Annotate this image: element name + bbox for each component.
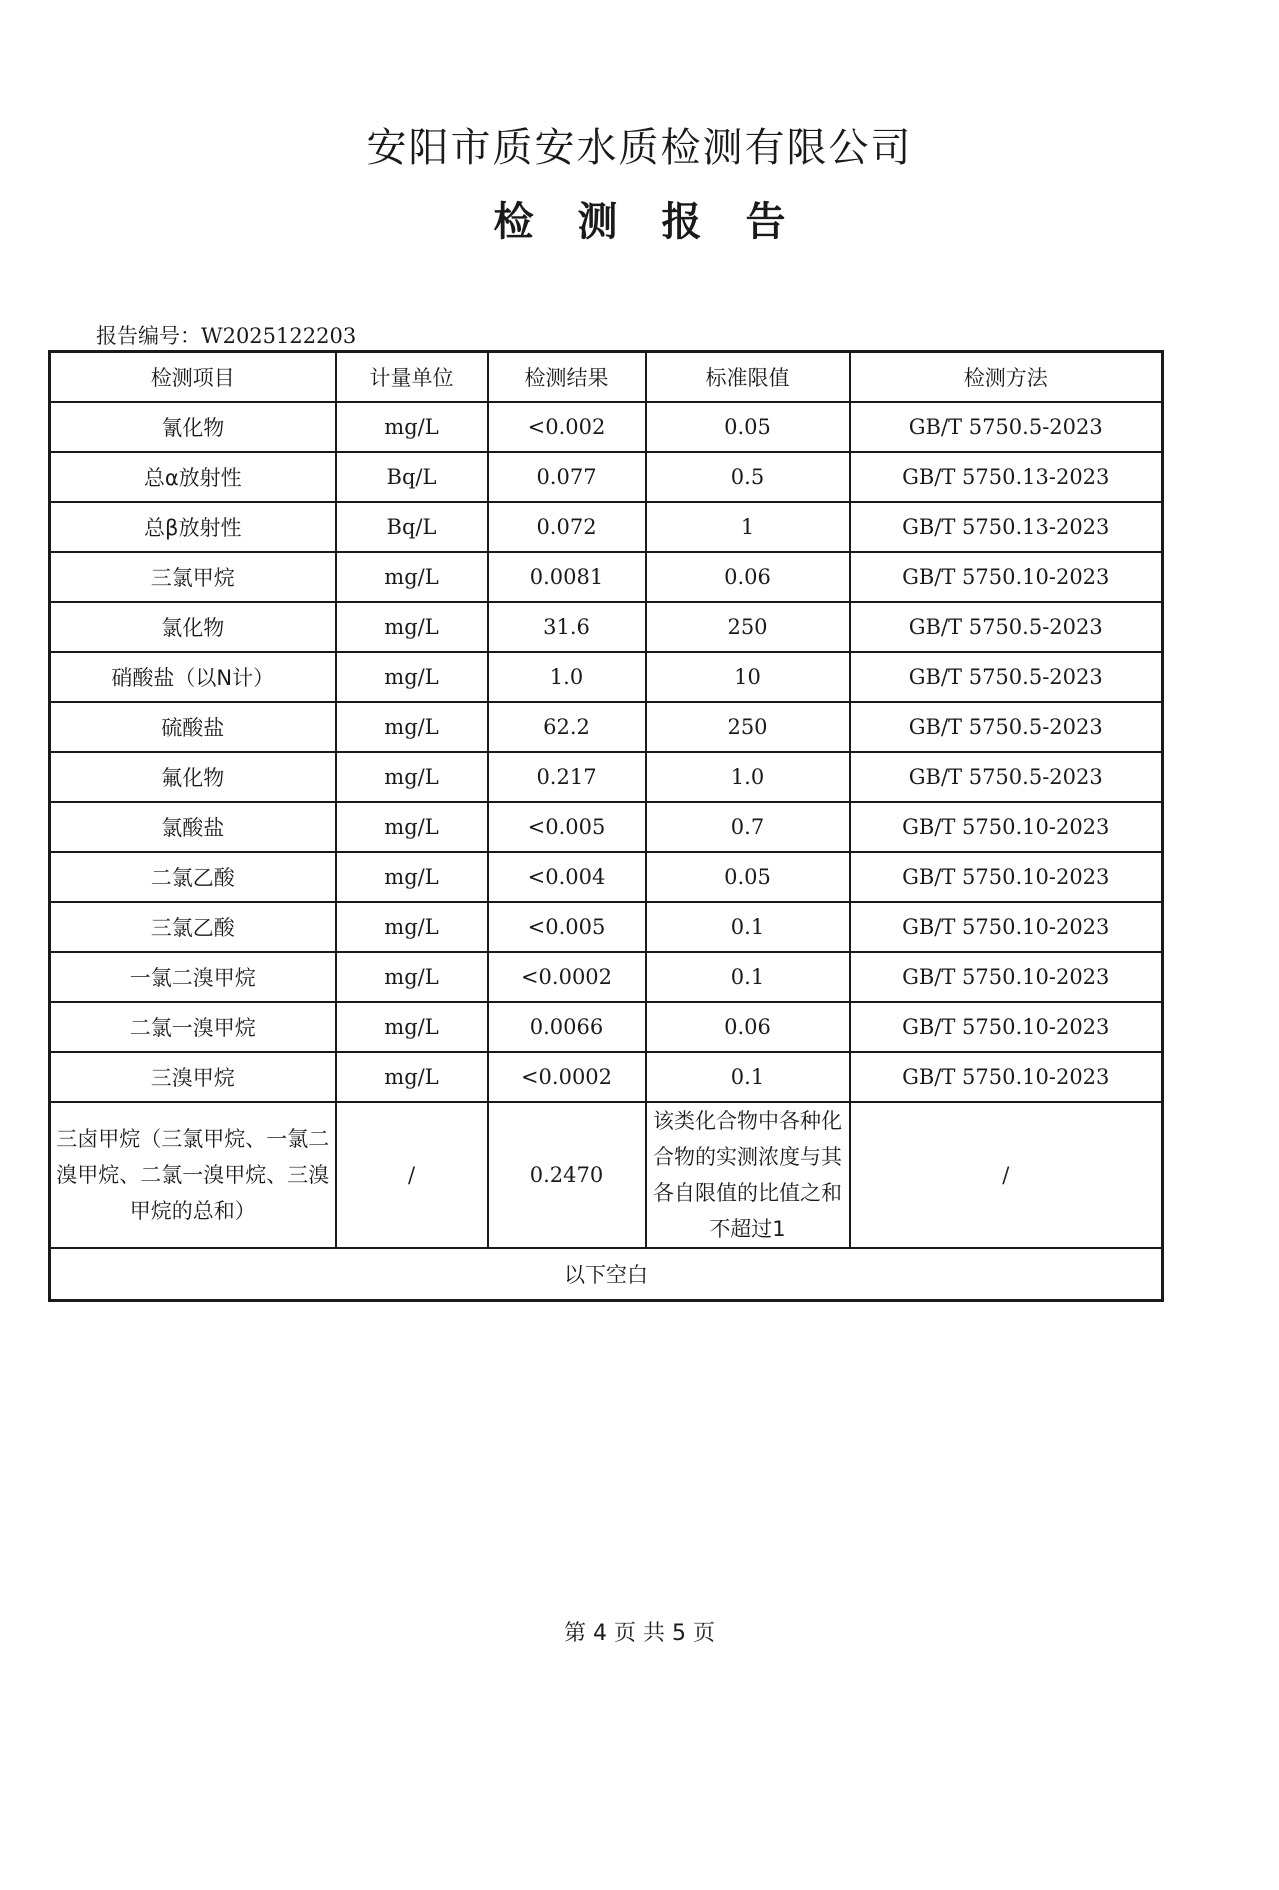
cell-result: 31.6 [488,602,646,652]
cell-result: <0.002 [488,402,646,452]
report-number-value: W2025122203 [201,324,357,348]
cell-result: 0.2470 [488,1102,646,1248]
table-row [50,752,1163,802]
cell-method: GB/T 5750.10-2023 [850,1002,1163,1052]
table-row-blank-note [50,1248,1163,1301]
cell-unit: mg/L [336,902,488,952]
cell-limit: 1 [646,502,850,552]
cell-limit: 10 [646,652,850,702]
cell-unit: Bq/L [336,502,488,552]
cell-limit: 250 [646,702,850,752]
cell-item: 总β放射性 [50,502,336,552]
cell-unit: mg/L [336,752,488,802]
cell-unit: mg/L [336,652,488,702]
cell-item: 三溴甲烷 [50,1052,336,1102]
table-row [50,802,1163,852]
column-header-result: 检测结果 [488,352,646,403]
cell-limit: 该类化合物中各种化合物的实测浓度与其各自限值的比值之和不超过1 [646,1102,850,1248]
report-title: 检测报告 [493,199,830,245]
cell-method: GB/T 5750.10-2023 [850,1052,1163,1102]
table-row [50,402,1163,452]
cell-result: 0.0066 [488,1002,646,1052]
cell-method: GB/T 5750.10-2023 [850,902,1163,952]
cell-method: GB/T 5750.5-2023 [850,602,1163,652]
cell-unit: mg/L [336,702,488,752]
cell-limit: 1.0 [646,752,850,802]
cell-method: GB/T 5750.10-2023 [850,552,1163,602]
table-row [50,952,1163,1002]
column-header-item: 检测项目 [50,352,336,403]
table-row [50,502,1163,552]
cell-method: GB/T 5750.10-2023 [850,952,1163,1002]
cell-method: / [850,1102,1163,1248]
cell-method: GB/T 5750.5-2023 [850,702,1163,752]
cell-item: 总α放射性 [50,452,336,502]
cell-item: 氟化物 [50,752,336,802]
cell-item: 硝酸盐（以N计） [50,652,336,702]
table-header-row [50,352,1163,403]
table-row [50,652,1163,702]
cell-method: GB/T 5750.13-2023 [850,452,1163,502]
cell-result: 62.2 [488,702,646,752]
cell-limit: 250 [646,602,850,652]
table-row [50,1052,1163,1102]
page-number: 第 4 页 共 5 页 [564,1621,715,1646]
cell-item: 一氯二溴甲烷 [50,952,336,1002]
cell-unit: / [336,1102,488,1248]
company-name: 安阳市质安水质检测有限公司 [366,125,913,171]
cell-unit: mg/L [336,1002,488,1052]
cell-unit: mg/L [336,952,488,1002]
cell-item: 氯化物 [50,602,336,652]
cell-method: GB/T 5750.13-2023 [850,502,1163,552]
cell-result: 0.077 [488,452,646,502]
cell-result: <0.0002 [488,952,646,1002]
cell-unit: mg/L [336,802,488,852]
cell-unit: mg/L [336,402,488,452]
cell-limit: 0.7 [646,802,850,852]
cell-unit: Bq/L [336,452,488,502]
column-header-method: 检测方法 [850,352,1163,403]
cell-unit: mg/L [336,602,488,652]
column-header-unit: 计量单位 [336,352,488,403]
column-header-limit: 标准限值 [646,352,850,403]
cell-result: 0.217 [488,752,646,802]
cell-result: <0.005 [488,902,646,952]
report-number [96,320,356,350]
cell-method: GB/T 5750.10-2023 [850,802,1163,852]
cell-result: 0.072 [488,502,646,552]
cell-result: <0.005 [488,802,646,852]
cell-result: 0.0081 [488,552,646,602]
cell-item: 氯酸盐 [50,802,336,852]
cell-limit: 0.1 [646,902,850,952]
cell-method: GB/T 5750.10-2023 [850,852,1163,902]
cell-item: 三卤甲烷（三氯甲烷、一氯二溴甲烷、二氯一溴甲烷、三溴甲烷的总和） [50,1102,336,1248]
cell-limit: 0.5 [646,452,850,502]
blank-note: 以下空白 [50,1248,1163,1301]
cell-item: 二氯乙酸 [50,852,336,902]
table-row [50,552,1163,602]
table-row [50,852,1163,902]
cell-result: 1.0 [488,652,646,702]
table-row [50,452,1163,502]
cell-limit: 0.05 [646,402,850,452]
cell-limit: 0.06 [646,1002,850,1052]
cell-limit: 0.1 [646,1052,850,1102]
cell-result: <0.004 [488,852,646,902]
report-number-label: 报告编号： [96,324,201,348]
cell-unit: mg/L [336,852,488,902]
results-table [48,350,1164,1302]
cell-result: <0.0002 [488,1052,646,1102]
cell-limit: 0.1 [646,952,850,1002]
cell-item: 三氯甲烷 [50,552,336,602]
cell-limit: 0.05 [646,852,850,902]
cell-limit: 0.06 [646,552,850,602]
table-row [50,702,1163,752]
cell-item: 氰化物 [50,402,336,452]
table-row [50,602,1163,652]
cell-item: 二氯一溴甲烷 [50,1002,336,1052]
table-row-trihalomethanes [50,1102,1163,1248]
table-row [50,1002,1163,1052]
table-row [50,902,1163,952]
cell-unit: mg/L [336,1052,488,1102]
cell-method: GB/T 5750.5-2023 [850,752,1163,802]
cell-unit: mg/L [336,552,488,602]
cell-item: 硫酸盐 [50,702,336,752]
cell-item: 三氯乙酸 [50,902,336,952]
cell-method: GB/T 5750.5-2023 [850,402,1163,452]
cell-method: GB/T 5750.5-2023 [850,652,1163,702]
